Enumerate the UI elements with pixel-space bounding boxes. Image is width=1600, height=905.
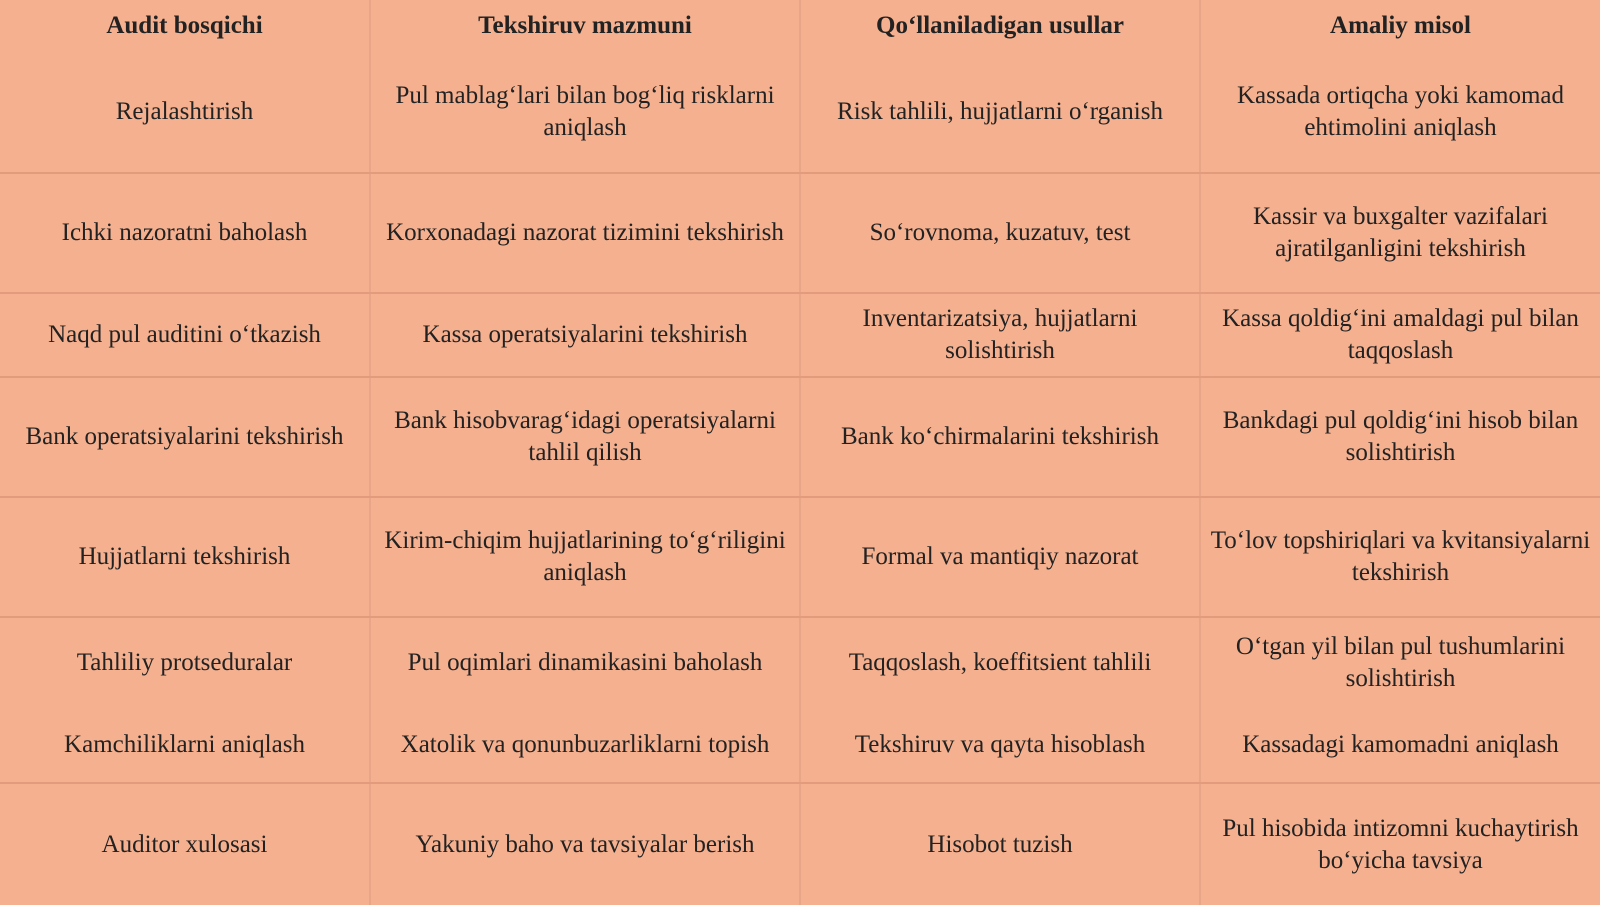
- table-cell: Hujjatlarni tekshirish: [0, 497, 370, 617]
- table-cell: Pul mablag‘lari bilan bog‘liq risklarni aniqlash: [370, 52, 800, 173]
- table-cell: Ichki nazoratni baholash: [0, 173, 370, 293]
- table-cell: Korxonadagi nazorat tizimini tekshirish: [370, 173, 800, 293]
- table-row: [0, 52, 1600, 173]
- table-cell: Taqqoslash, koeffitsient tahlili: [800, 617, 1200, 708]
- table-cell: Bank hisobvarag‘idagi operatsiyalarni tahlil qilish: [370, 377, 800, 497]
- table-cell: Tekshiruv va qayta hisoblash: [800, 708, 1200, 783]
- table-cell: O‘tgan yil bilan pul tushumlarini solishtirish: [1200, 617, 1600, 708]
- table-cell: To‘lov topshiriqlari va kvitansiyalarni tekshirish: [1200, 497, 1600, 617]
- table-cell: Risk tahlili, hujjatlarni o‘rganish: [800, 52, 1200, 173]
- table-row: [0, 497, 1600, 617]
- table-row: [0, 617, 1600, 708]
- table-cell: Naqd pul auditini o‘tkazish: [0, 293, 370, 377]
- table-cell: Pul hisobida intizomni kuchaytirish bo‘yicha tavsiya: [1200, 783, 1600, 905]
- table-cell: Kassa qoldig‘ini amaldagi pul bilan taqqoslash: [1200, 293, 1600, 377]
- table-cell: Tahliliy protseduralar: [0, 617, 370, 708]
- table-cell: Rejalashtirish: [0, 52, 370, 173]
- table-cell: Pul oqimlari dinamikasini baholash: [370, 617, 800, 708]
- column-header-practical-example: Amaliy misol: [1200, 0, 1600, 52]
- table-cell: Bankdagi pul qoldig‘ini hisob bilan solishtirish: [1200, 377, 1600, 497]
- table-cell: Bank operatsiyalarini tekshirish: [0, 377, 370, 497]
- table-cell: Xatolik va qonunbuzarliklarni topish: [370, 708, 800, 783]
- table-cell: Kirim-chiqim hujjatlarining to‘g‘riligini aniqlash: [370, 497, 800, 617]
- table-row: [0, 708, 1600, 783]
- table-cell: Kassir va buxgalter vazifalari ajratilganligini tekshirish: [1200, 173, 1600, 293]
- table-cell: Kassada ortiqcha yoki kamomad ehtimolini aniqlash: [1200, 52, 1600, 173]
- table-row: [0, 377, 1600, 497]
- table-cell: Kassa operatsiyalarini tekshirish: [370, 293, 800, 377]
- table-cell: Formal va mantiqiy nazorat: [800, 497, 1200, 617]
- table-cell: Yakuniy baho va tavsiyalar berish: [370, 783, 800, 905]
- column-header-audit-stage: Audit bosqichi: [0, 0, 370, 52]
- table-row: [0, 293, 1600, 377]
- table-cell: So‘rovnoma, kuzatuv, test: [800, 173, 1200, 293]
- table-cell: Inventarizatsiya, hujjatlarni solishtirish: [800, 293, 1200, 377]
- table-cell: Hisobot tuzish: [800, 783, 1200, 905]
- table-row: [0, 783, 1600, 905]
- table-cell: Bank ko‘chirmalarini tekshirish: [800, 377, 1200, 497]
- table-cell: Kamchiliklarni aniqlash: [0, 708, 370, 783]
- table-cell: Auditor xulosasi: [0, 783, 370, 905]
- table-row: [0, 173, 1600, 293]
- column-header-methods: Qo‘llaniladigan usullar: [800, 0, 1200, 52]
- table-header-row: [0, 0, 1600, 52]
- column-header-check-content: Tekshiruv mazmuni: [370, 0, 800, 52]
- table-cell: Kassadagi kamomadni aniqlash: [1200, 708, 1600, 783]
